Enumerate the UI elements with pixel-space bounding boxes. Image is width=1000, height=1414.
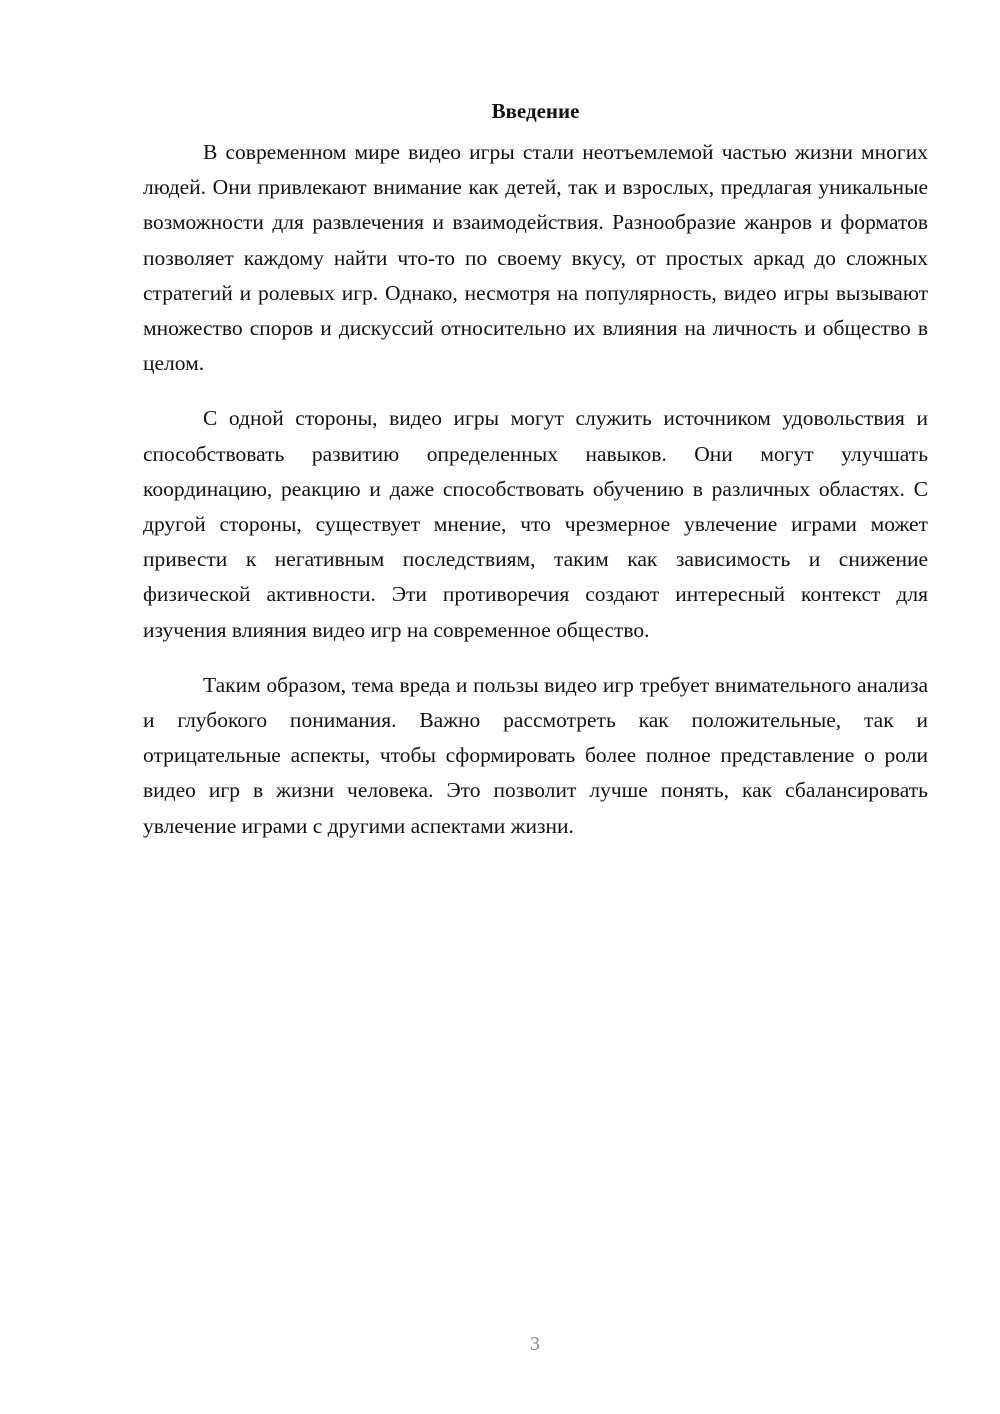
section-title: Введение <box>491 99 580 123</box>
page-number: 3 <box>530 1333 540 1355</box>
paragraph-1: В современном мире видео игры стали неотъемлемой частью жизни многих людей. Они привлекают внимание как детей, так и взрослых, предлагая уникальные возможности для развлечения и взаимодействия. Разнообразие жанров и форматов позволяет каждому найти что-то по своему вкусу, от простых аркад до сложных стратегий и ролевых игр. Однако, несмотря на популярность, видео игры вызывают множество споров и дискуссий относительно их влияния на личность и общество в целом. <box>143 140 928 376</box>
paragraph-2: С одной стороны, видео игры могут служить источником удовольствия и способствовать развитию определенных навыков. Они могут улучшать координацию, реакцию и даже способствовать обучению в различных областях. С другой стороны, существует мнение, что чрезмерное увлечение играми может привести к негативным последствиям, таким как зависимость и снижение физической активности. Эти противоречия создают интересный контекст для изучения влияния видео игр на современное общество. <box>143 406 928 642</box>
paragraph-3: Таким образом, тема вреда и пользы видео игр требует внимательного анализа и глубокого понимания. Важно рассмотреть как положительные, так и отрицательные аспекты, чтобы сформировать более полное представление о роли видео игр в жизни человека. Это позволит лучше понять, как сбалансировать увлечение играми с другими аспектами жизни. <box>143 672 928 838</box>
page-content <box>143 95 928 864</box>
